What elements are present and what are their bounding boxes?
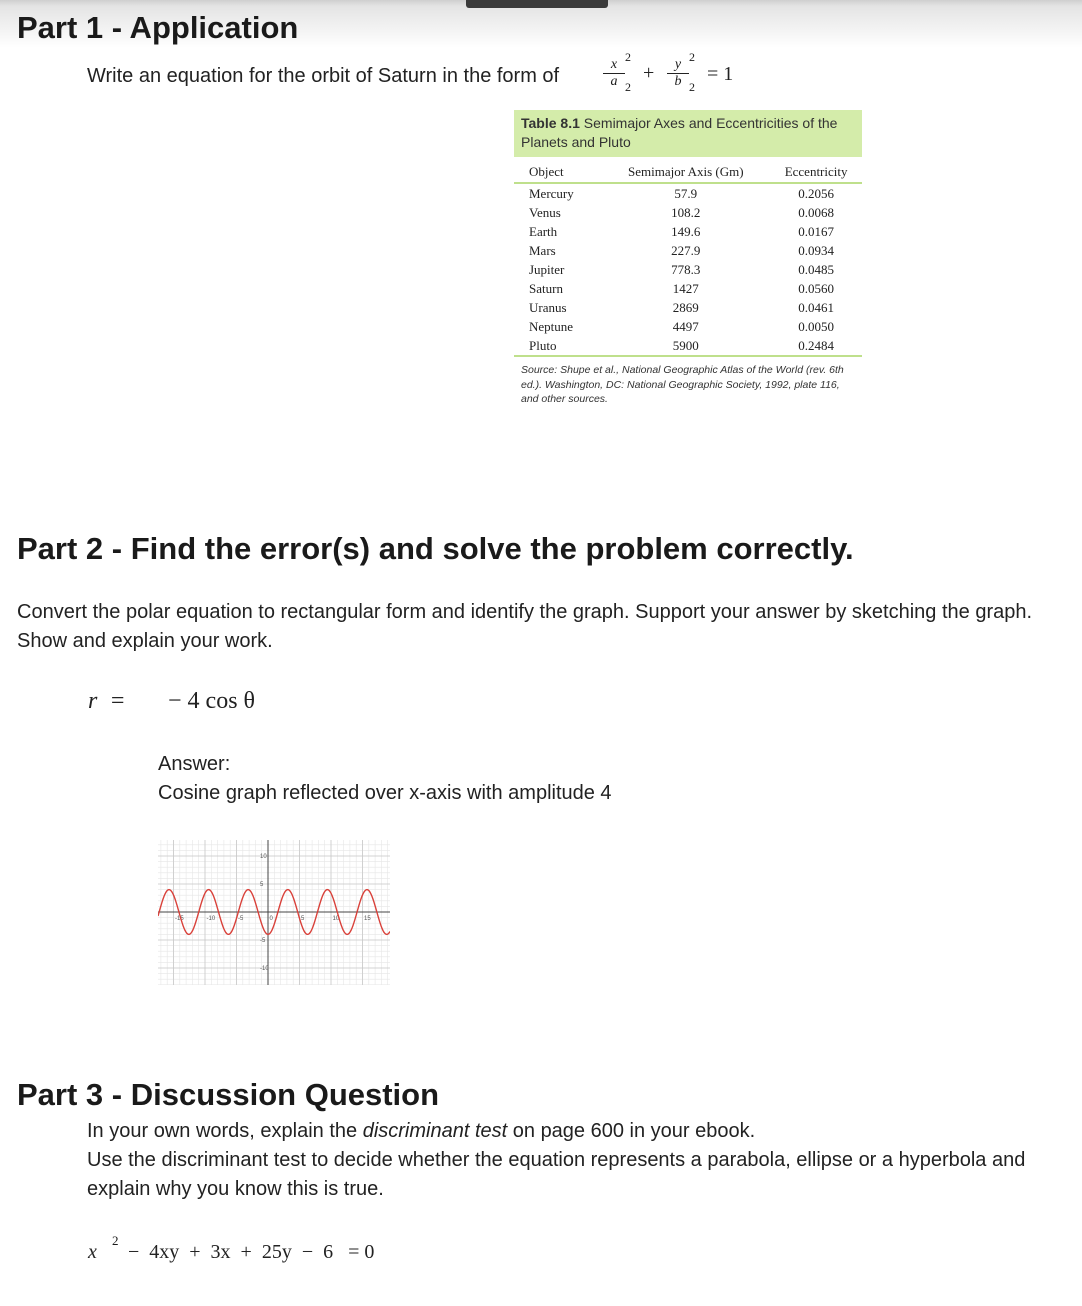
table-caption-number: Table 8.1 xyxy=(521,115,580,131)
cell-object: Saturn xyxy=(529,281,563,296)
cell-axis: 57.9 xyxy=(674,186,698,201)
cell-eccentricity: 0.0560 xyxy=(798,281,834,296)
cell-eccentricity: 0.0461 xyxy=(798,300,834,315)
part1-prompt: Write an equation for the orbit of Saturn in the form of xyxy=(87,65,560,87)
cosine-graph xyxy=(158,840,390,985)
top-tab xyxy=(466,0,608,8)
cell-eccentricity: 0.0167 xyxy=(798,224,834,239)
table-row xyxy=(514,241,862,260)
part3-line2: Use the discriminant test to decide whether the equation represents a parabola, ellipse or a hyperbola and explain why you know this is true. xyxy=(87,1149,1026,1200)
table-caption xyxy=(514,110,862,157)
eq-a-exp: 2 xyxy=(625,80,631,94)
eq-x: x xyxy=(610,57,618,72)
cell-object: Mercury xyxy=(529,186,574,201)
cell-eccentricity: 0.0934 xyxy=(798,243,834,258)
part3-line1 xyxy=(87,1117,755,1146)
cell-axis: 149.6 xyxy=(671,224,701,239)
answer-text: Cosine graph reflected over x-axis with amplitude 4 xyxy=(158,782,612,804)
table-row xyxy=(514,279,862,298)
x-tick-label: 15 xyxy=(364,916,371,922)
cell-object: Mars xyxy=(529,243,556,258)
part2-title: Part 2 - Find the error(s) and solve the problem correctly. xyxy=(17,531,854,566)
cell-axis: 227.9 xyxy=(671,243,701,258)
table-source: Source: Shupe et al., National Geographic Atlas of the World (rev. 6th ed.). Washington, DC: National Geographic Society, 1992, plate 116, and other sources. xyxy=(521,364,844,405)
x-tick-label: -15 xyxy=(175,916,184,922)
part3-title: Part 3 - Discussion Question xyxy=(17,1077,440,1112)
conic-eq-exp: 2 xyxy=(112,1233,119,1248)
part3-line1-post: on page 600 in your ebook. xyxy=(507,1120,756,1142)
header-object: Object xyxy=(514,162,601,183)
part3-line1-emphasis: discriminant test xyxy=(362,1120,508,1142)
x-tick-label: 0 xyxy=(269,916,273,922)
conic-eq-x: x xyxy=(88,1241,97,1263)
answer-label: Answer: xyxy=(158,753,231,775)
cell-eccentricity: 0.2484 xyxy=(770,336,862,356)
cell-eccentricity: 0.0050 xyxy=(798,319,834,334)
cell-eccentricity: 0.2056 xyxy=(798,186,834,201)
polar-eq-lhs: r = xyxy=(88,688,126,714)
eq-rhs: = 1 xyxy=(707,63,734,85)
cell-axis: 4497 xyxy=(672,319,699,334)
cell-eccentricity: 0.0068 xyxy=(798,205,834,220)
cell-axis: 108.2 xyxy=(671,205,701,220)
cell-axis: 5900 xyxy=(601,336,770,356)
x-tick-label: -5 xyxy=(238,916,244,922)
table-row xyxy=(514,183,862,203)
eq-b-exp: 2 xyxy=(689,80,695,94)
cell-object: Venus xyxy=(529,205,561,220)
y-tick-label: 10 xyxy=(260,854,267,860)
part3-line1-pre: In your own words, explain the xyxy=(87,1120,363,1142)
x-tick-label: 10 xyxy=(332,916,340,922)
eq-plus: + xyxy=(643,62,655,84)
y-tick-label: 5 xyxy=(260,882,264,888)
table-row xyxy=(514,298,862,317)
cell-axis: 1427 xyxy=(672,281,699,296)
table-row xyxy=(514,317,862,336)
cell-object: Jupiter xyxy=(529,262,565,277)
x-tick-label: -10 xyxy=(206,916,216,922)
polar-eq-rhs: − 4 cos θ xyxy=(168,688,256,714)
planet-table xyxy=(514,162,862,357)
header-semimajor-axis: Semimajor Axis (Gm) xyxy=(601,162,770,183)
cell-object: Earth xyxy=(529,224,558,239)
table-row xyxy=(514,336,862,356)
eq-y-exp: 2 xyxy=(689,50,695,64)
table-row xyxy=(514,203,862,222)
cell-object: Neptune xyxy=(529,319,574,334)
cell-object: Uranus xyxy=(529,300,567,315)
y-tick-label: -10 xyxy=(260,966,269,972)
header-eccentricity: Eccentricity xyxy=(770,162,862,183)
cell-eccentricity: 0.0485 xyxy=(798,262,834,277)
y-tick-label: -5 xyxy=(260,938,266,944)
eq-a: a xyxy=(610,74,618,89)
eq-y: y xyxy=(674,57,682,72)
table-header-row xyxy=(514,162,862,183)
cell-axis: 778.3 xyxy=(671,262,701,277)
cell-object: Pluto xyxy=(514,336,601,356)
planet-table-figure xyxy=(514,110,862,407)
eq-x-exp: 2 xyxy=(625,50,631,64)
table-row xyxy=(514,222,862,241)
table-row xyxy=(514,260,862,279)
x-tick-label: 5 xyxy=(301,916,305,922)
cell-axis: 2869 xyxy=(672,300,699,315)
part1-title: Part 1 - Application xyxy=(17,10,299,45)
eq-b: b xyxy=(674,74,682,89)
table-caption-text: Semimajor Axes and Eccentricities of the Planets and Pluto xyxy=(521,115,838,150)
part2-prompt: Convert the polar equation to rectangular form and identify the graph. Support your answer by sketching the graph. Show and explain your work. xyxy=(17,601,1033,652)
conic-eq-rest: − 4xy + 3x + 25y − 6 = 0 xyxy=(128,1241,375,1263)
